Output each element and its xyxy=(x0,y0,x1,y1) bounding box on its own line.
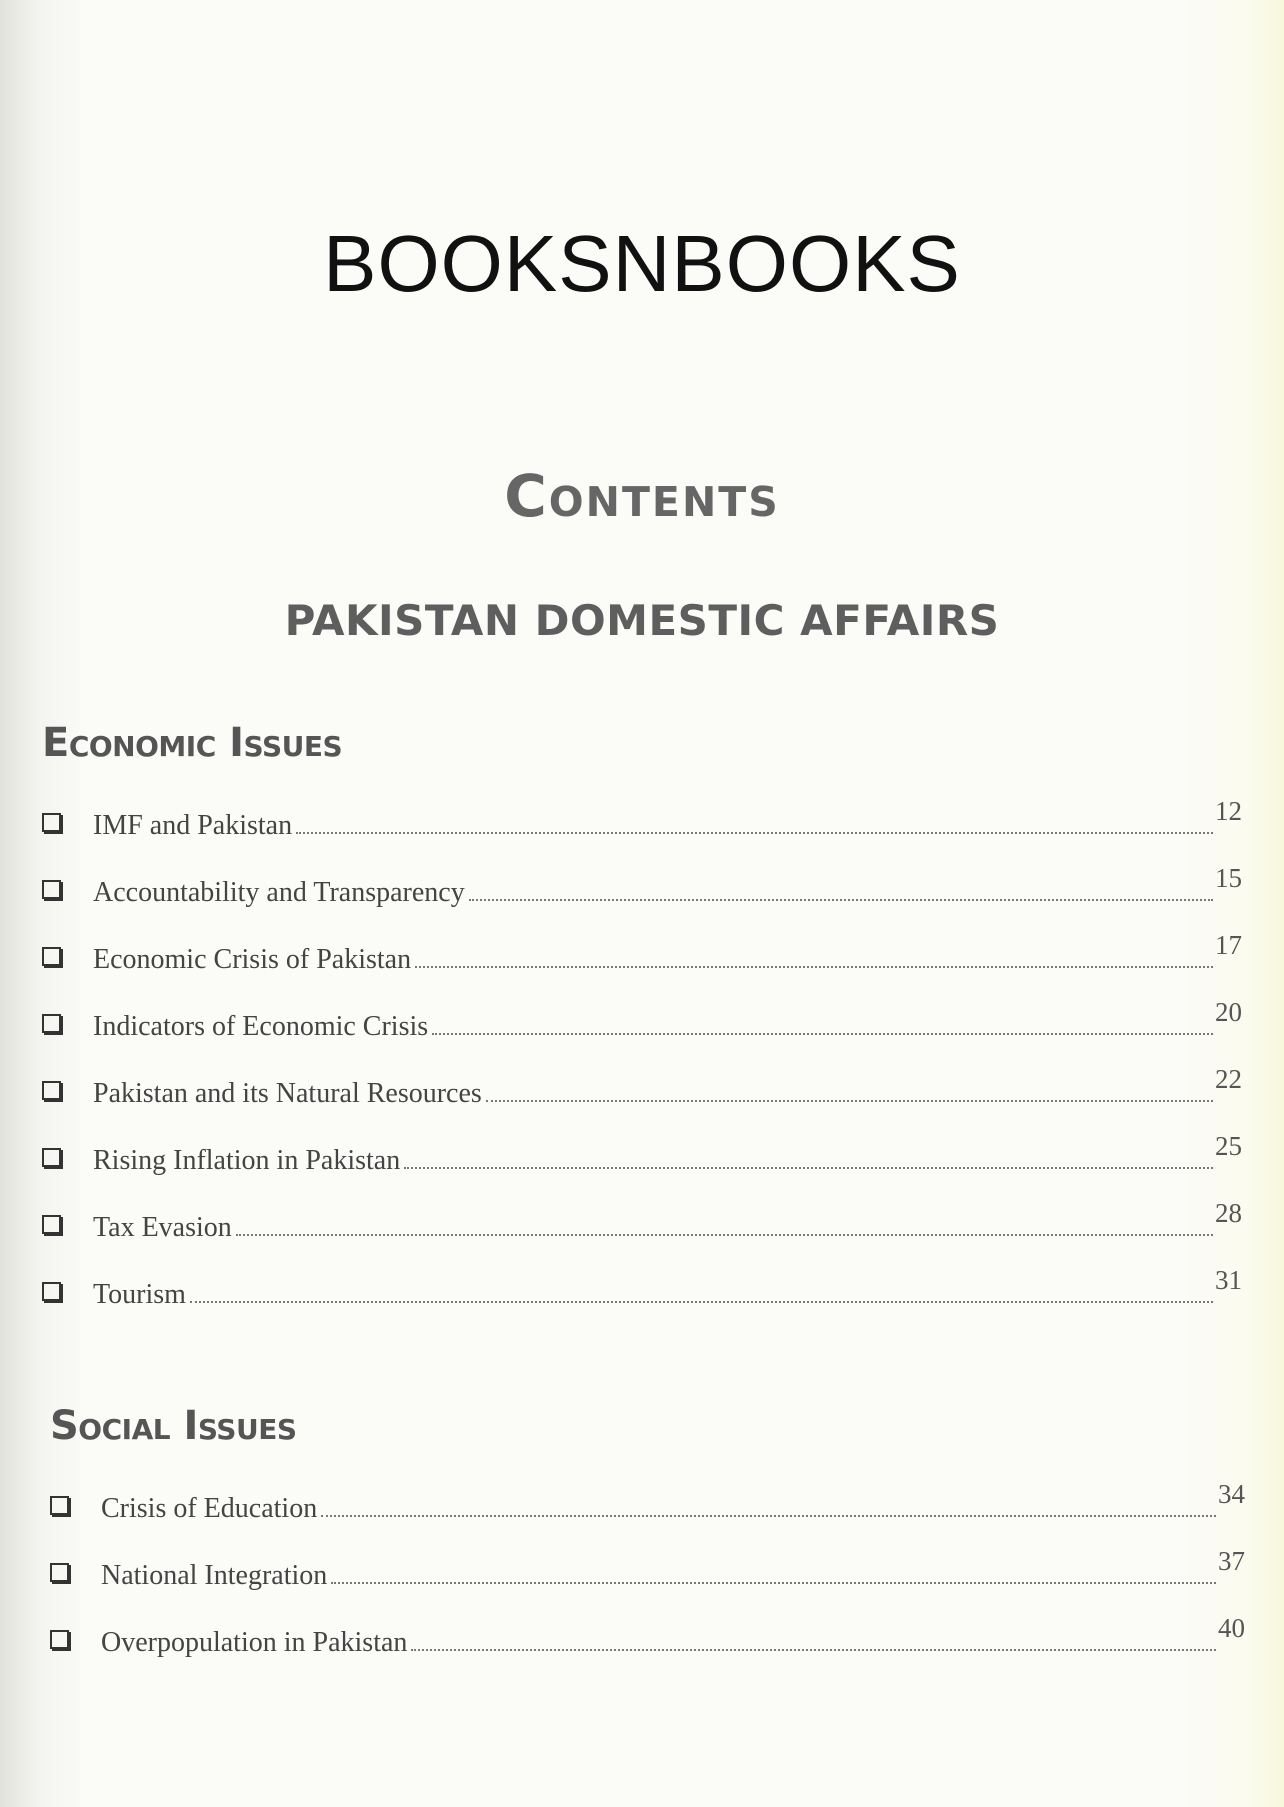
checkbox-bullet-icon xyxy=(42,1081,61,1100)
dot-leader xyxy=(190,1301,1213,1303)
toc-entry-page: 22 xyxy=(1215,1064,1242,1094)
dot-leader xyxy=(236,1234,1213,1236)
toc-entry[interactable] xyxy=(50,1613,1245,1694)
toc-entry-label: Tax Evasion xyxy=(93,1212,232,1243)
toc-entry-page: 25 xyxy=(1215,1131,1242,1161)
toc-entry[interactable] xyxy=(42,1131,1242,1212)
toc-entry-label: Economic Crisis of Pakistan xyxy=(93,944,412,975)
toc-entry-page: 20 xyxy=(1215,997,1242,1027)
section-economic-issues xyxy=(42,720,1242,1346)
toc-entry-label: Rising Inflation in Pakistan xyxy=(93,1145,401,1176)
toc-entry-page: 12 xyxy=(1215,796,1242,826)
checkbox-bullet-icon xyxy=(42,1148,61,1167)
toc-entry[interactable] xyxy=(42,796,1242,877)
toc-entry[interactable] xyxy=(42,863,1242,944)
toc-entry-page: 34 xyxy=(1218,1479,1245,1509)
toc-entry-label: Overpopulation in Pakistan xyxy=(101,1627,408,1658)
toc-entry[interactable] xyxy=(42,930,1242,1011)
toc-entry[interactable] xyxy=(42,997,1242,1078)
toc-entry-label: Tourism xyxy=(93,1279,186,1310)
dot-leader xyxy=(331,1582,1216,1584)
toc-entry-label: Indicators of Economic Crisis xyxy=(93,1011,429,1042)
checkbox-bullet-icon xyxy=(42,813,61,832)
dot-leader xyxy=(415,966,1213,968)
dot-leader xyxy=(469,899,1213,901)
checkbox-bullet-icon xyxy=(42,1014,61,1033)
checkbox-bullet-icon xyxy=(50,1630,69,1649)
dot-leader xyxy=(486,1100,1213,1102)
toc-entry-page: 40 xyxy=(1218,1613,1245,1643)
toc-entry[interactable] xyxy=(42,1064,1242,1145)
toc-entry[interactable] xyxy=(42,1198,1242,1279)
checkbox-bullet-icon xyxy=(50,1496,69,1515)
checkbox-bullet-icon xyxy=(50,1563,69,1582)
toc-entry-label: IMF and Pakistan xyxy=(93,810,293,841)
toc-entry-page: 17 xyxy=(1215,930,1242,960)
dot-leader xyxy=(404,1167,1213,1169)
checkbox-bullet-icon xyxy=(42,947,61,966)
toc-entry-page: 15 xyxy=(1215,863,1242,893)
toc-entry-label: Pakistan and its Natural Resources xyxy=(93,1078,482,1109)
page-title: Contents xyxy=(504,462,780,530)
toc-list xyxy=(50,1479,1245,1694)
part-title: PAKISTAN DOMESTIC AFFAIRS xyxy=(284,596,1000,645)
dot-leader xyxy=(321,1515,1216,1517)
toc-list xyxy=(42,796,1242,1346)
section-heading: Economic Issues xyxy=(42,720,343,766)
toc-entry[interactable] xyxy=(42,1265,1242,1346)
dot-leader xyxy=(411,1649,1216,1651)
section-heading: Social Issues xyxy=(50,1403,297,1449)
toc-entry-label: National Integration xyxy=(101,1560,328,1591)
watermark-text: BOOKSNBOOKS xyxy=(323,219,961,308)
toc-entry-page: 37 xyxy=(1218,1546,1245,1576)
checkbox-bullet-icon xyxy=(42,1282,61,1301)
checkbox-bullet-icon xyxy=(42,1215,61,1234)
dot-leader xyxy=(296,832,1213,834)
dot-leader xyxy=(432,1033,1213,1035)
toc-entry-label: Crisis of Education xyxy=(101,1493,318,1524)
toc-entry-label: Accountability and Transparency xyxy=(93,877,465,908)
checkbox-bullet-icon xyxy=(42,880,61,899)
toc-entry[interactable] xyxy=(50,1546,1245,1627)
toc-entry[interactable] xyxy=(50,1479,1245,1560)
toc-entry-page: 28 xyxy=(1215,1198,1242,1228)
section-social-issues xyxy=(50,1403,1250,1694)
toc-entry-page: 31 xyxy=(1215,1265,1242,1295)
